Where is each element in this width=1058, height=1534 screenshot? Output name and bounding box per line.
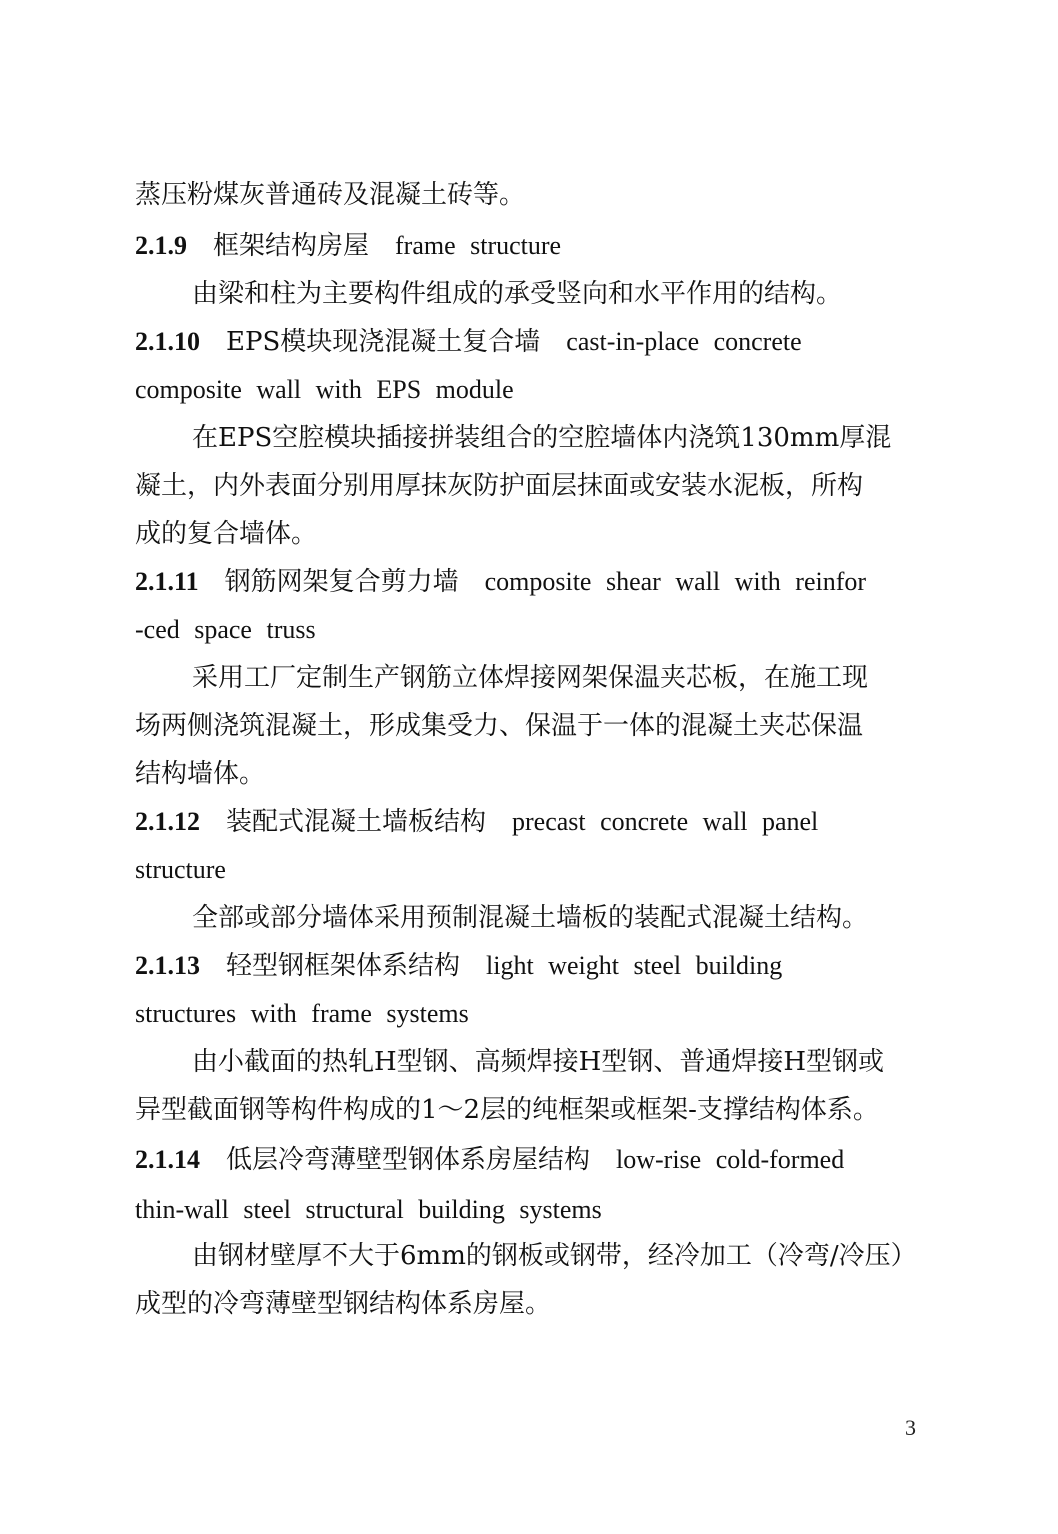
term-english: cast-in-place concrete — [566, 327, 802, 356]
term-chinese: 轻型钢框架体系结构 — [226, 951, 461, 981]
term-heading — [135, 798, 925, 846]
term-english: low-rise cold-formed — [616, 1145, 845, 1174]
term-number: 2.1.10 — [135, 327, 200, 356]
term-english: frame structure — [395, 231, 562, 260]
term-english-continued: structure — [135, 855, 226, 884]
term-heading — [135, 942, 925, 990]
term-heading — [135, 558, 925, 606]
definition-line: 成的复合墙体。 — [135, 519, 318, 549]
definition-line: 由梁和柱为主要构件组成的承受竖向和水平作用的结构。 — [192, 279, 843, 309]
term-english-continued: thin-wall steel structural building systems — [135, 1195, 602, 1224]
page-number: 3 — [905, 1415, 916, 1440]
term-english-continued: composite wall with EPS module — [135, 375, 514, 404]
term-number: 2.1.12 — [135, 807, 200, 836]
term-heading — [135, 1136, 925, 1184]
text-line: 蒸压粉煤灰普通砖及混凝土砖等。 — [135, 180, 526, 210]
term-chinese: 装配式混凝土墙板结构 — [226, 807, 487, 837]
term-number: 2.1.13 — [135, 951, 200, 980]
definition-line: 全部或部分墙体采用预制混凝土墙板的装配式混凝土结构。 — [192, 903, 869, 933]
definition-line: 异型截面钢等构件构成的1～2层的纯框架或框架-支撑结构体系。 — [135, 1095, 879, 1125]
term-chinese: 低层冷弯薄壁型钢体系房屋结构 — [226, 1145, 591, 1175]
term-chinese: 钢筋网架复合剪力墙 — [224, 567, 459, 597]
term-number: 2.1.14 — [135, 1145, 200, 1174]
definition-line: 成型的冷弯薄壁型钢结构体系房屋。 — [135, 1289, 552, 1319]
definition-line: 由小截面的热轧H型钢、高频焊接H型钢、普通焊接H型钢或 — [192, 1047, 885, 1077]
term-heading — [135, 318, 925, 366]
term-english-continued: structures with frame systems — [135, 999, 469, 1028]
term-number: 2.1.9 — [135, 231, 187, 260]
term-english: light weight steel building — [486, 951, 783, 980]
term-english: precast concrete wall panel — [512, 807, 819, 836]
definition-line: 在EPS空腔模块插接拼装组合的空腔墙体内浇筑130mm厚混 — [192, 423, 892, 453]
term-heading — [135, 222, 925, 270]
term-english-continued: -ced space truss — [135, 615, 316, 644]
definition-line: 结构墙体。 — [135, 759, 266, 789]
term-chinese: EPS模块现浇混凝土复合墙 — [226, 327, 541, 357]
definition-line: 采用工厂定制生产钢筋立体焊接网架保温夹芯板，在施工现 — [192, 663, 869, 693]
term-english: composite shear wall with reinfor — [484, 567, 867, 596]
definition-line: 由钢材壁厚不大于6mm的钢板或钢带，经冷加工（冷弯/冷压） — [192, 1241, 917, 1271]
term-number: 2.1.11 — [135, 567, 199, 596]
definition-line: 凝土，内外表面分别用厚抹灰防护面层抹面或安装水泥板，所构 — [135, 471, 864, 501]
definition-line: 场两侧浇筑混凝土，形成集受力、保温于一体的混凝土夹芯保温 — [135, 711, 864, 741]
term-chinese: 框架结构房屋 — [213, 231, 370, 261]
